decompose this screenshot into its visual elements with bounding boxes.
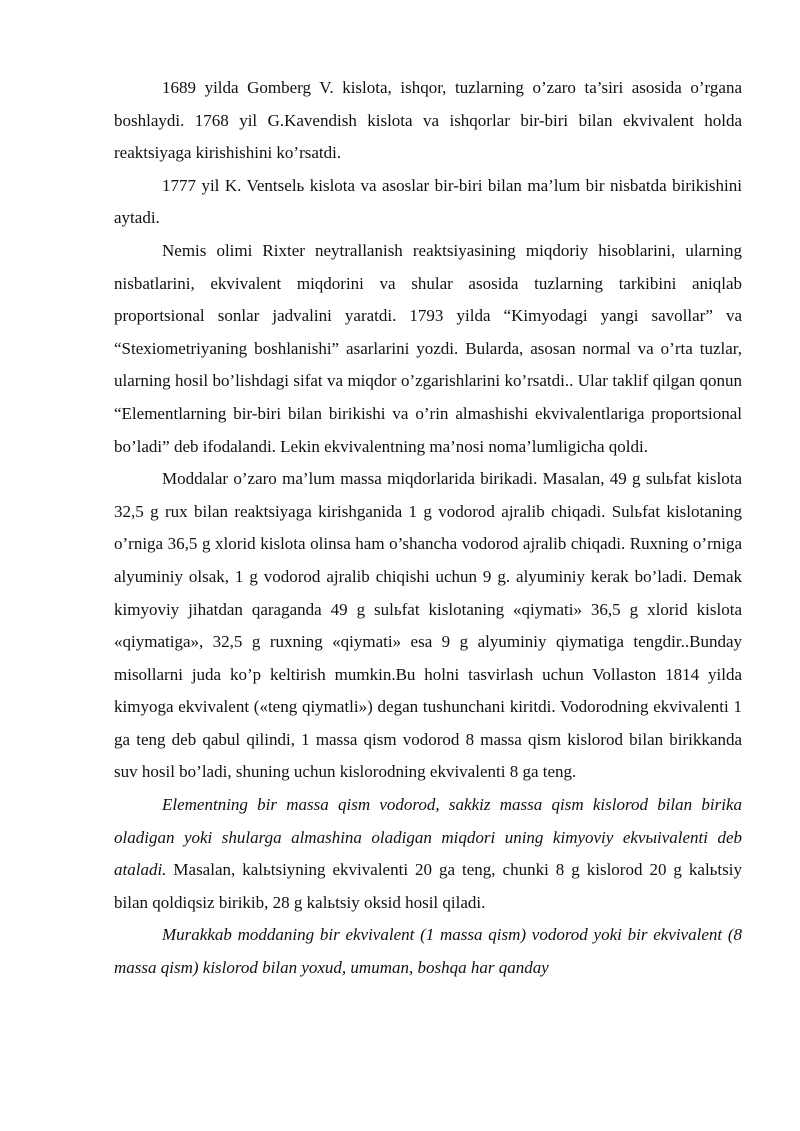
definition-italic-text: Elementning bir massa qism vodorod, sakkiz massa qism kislorod bilan birika oladigan yoki shularga almashina oladigan miqdori uning kimyoviy ekvыivalenti deb ataladi. bbox=[114, 795, 742, 880]
paragraph-mass-ratios bbox=[114, 463, 742, 789]
paragraph-text: Masalan, kalьtsiyning ekvivalenti 20 ga teng, chunki 8 g kislorod 20 g kalьtsiy bilan qoldiqsiz birikib, 28 g kalьtsiy oksid hosil qiladi. bbox=[114, 860, 742, 912]
paragraph-rixter bbox=[114, 235, 742, 463]
paragraph-equivalent-definition bbox=[114, 789, 742, 919]
paragraph-ventsel bbox=[114, 170, 742, 235]
paragraph-text: Moddalar o’zaro ma’lum massa miqdorlarida birikadi. Masalan, 49 g sulьfat kislota 32,5 g rux bilan reaktsiyaga kirishganida 1 g vodorod ajralib chiqadi. Sulьfat kislotaning o’rniga 36,5 g xlorid kislota olinsa ham o’shancha vodorod ajralib chiqadi. Ruxning o’rniga alyuminiy olsak, 1 g vodorod ajralib chiqishi uchun 9 g. alyuminiy kerak bo’ladi. Demak kimyoviy jihatdan qaraganda 49 g sulьfat kislotaning «qiymati» 36,5 g xlorid kislota «qiymatiga», 32,5 g ruxning «qiymati» esa 9 g alyuminiy qiymatiga tengdir..Bunday misollarni juda ko’p keltirish mumkin.Bu holni tasvirlash uchun Vollaston 1814 yilda kimyoga ekvivalent («teng qiymatli») degan tushunchani kiritdi. Vodorodning ekvivalenti 1 ga teng deb qabul qilindi, 1 massa qism vodorod 8 massa qism kislorod bilan birikkanda suv hosil bo’ladi, shuning uchun kislorodning ekvivalenti 8 ga teng. bbox=[114, 469, 742, 782]
definition-italic-text: Murakkab moddaning bir ekvivalent (1 massa qism) vodorod yoki bir ekvivalent (8 massa qism) kislorod bilan yoxud, umuman, boshqa har qanday bbox=[114, 925, 742, 978]
paragraph-text: 1777 yil K. Ventselь kislota va asoslar bir-biri bilan ma’lum bir nisbatda birikishini aytadi. bbox=[114, 175, 742, 228]
paragraph-text: Nemis olimi Rixter neytrallanish reaktsiyasining miqdoriy hisoblarini, ularning nisbatlarini, ekvivalent miqdorini va shular asosida tuzlarning tarkibini aniqlab proportsional sonlar jadvalini yaratdi. 1793 yilda “Kimyodagi yangi savollar” va “Stexiometriyaning boshlanishi” asarlarini yozdi. Bularda, asosan normal va o’rta tuzlar, ularning hosil bo’lishdagi sifat va miqdor o’zgarishlarini ko’rsatdi.. Ular taklif qilgan qonun “Elementlarning bir-biri bilan birikishi va o’rin almashishi ekvivalentlariga proportsional bo’ladi” deb ifodalandi. Lekin ekvivalentning ma’nosi noma’lumligicha qoldi. bbox=[114, 240, 742, 456]
paragraph-gomberg-kavendish bbox=[114, 72, 742, 170]
document-page bbox=[114, 72, 742, 985]
paragraph-compound-equivalent bbox=[114, 919, 742, 984]
paragraph-text: 1689 yilda Gomberg V. kislota, ishqor, tuzlarning o’zaro ta’siri asosida o’rgana boshlaydi. 1768 yil G.Kavendish kislota va ishqorlar bir-biri bilan ekvivalent holda reaktsiyaga kirishishini ko’rsatdi. bbox=[114, 78, 742, 163]
